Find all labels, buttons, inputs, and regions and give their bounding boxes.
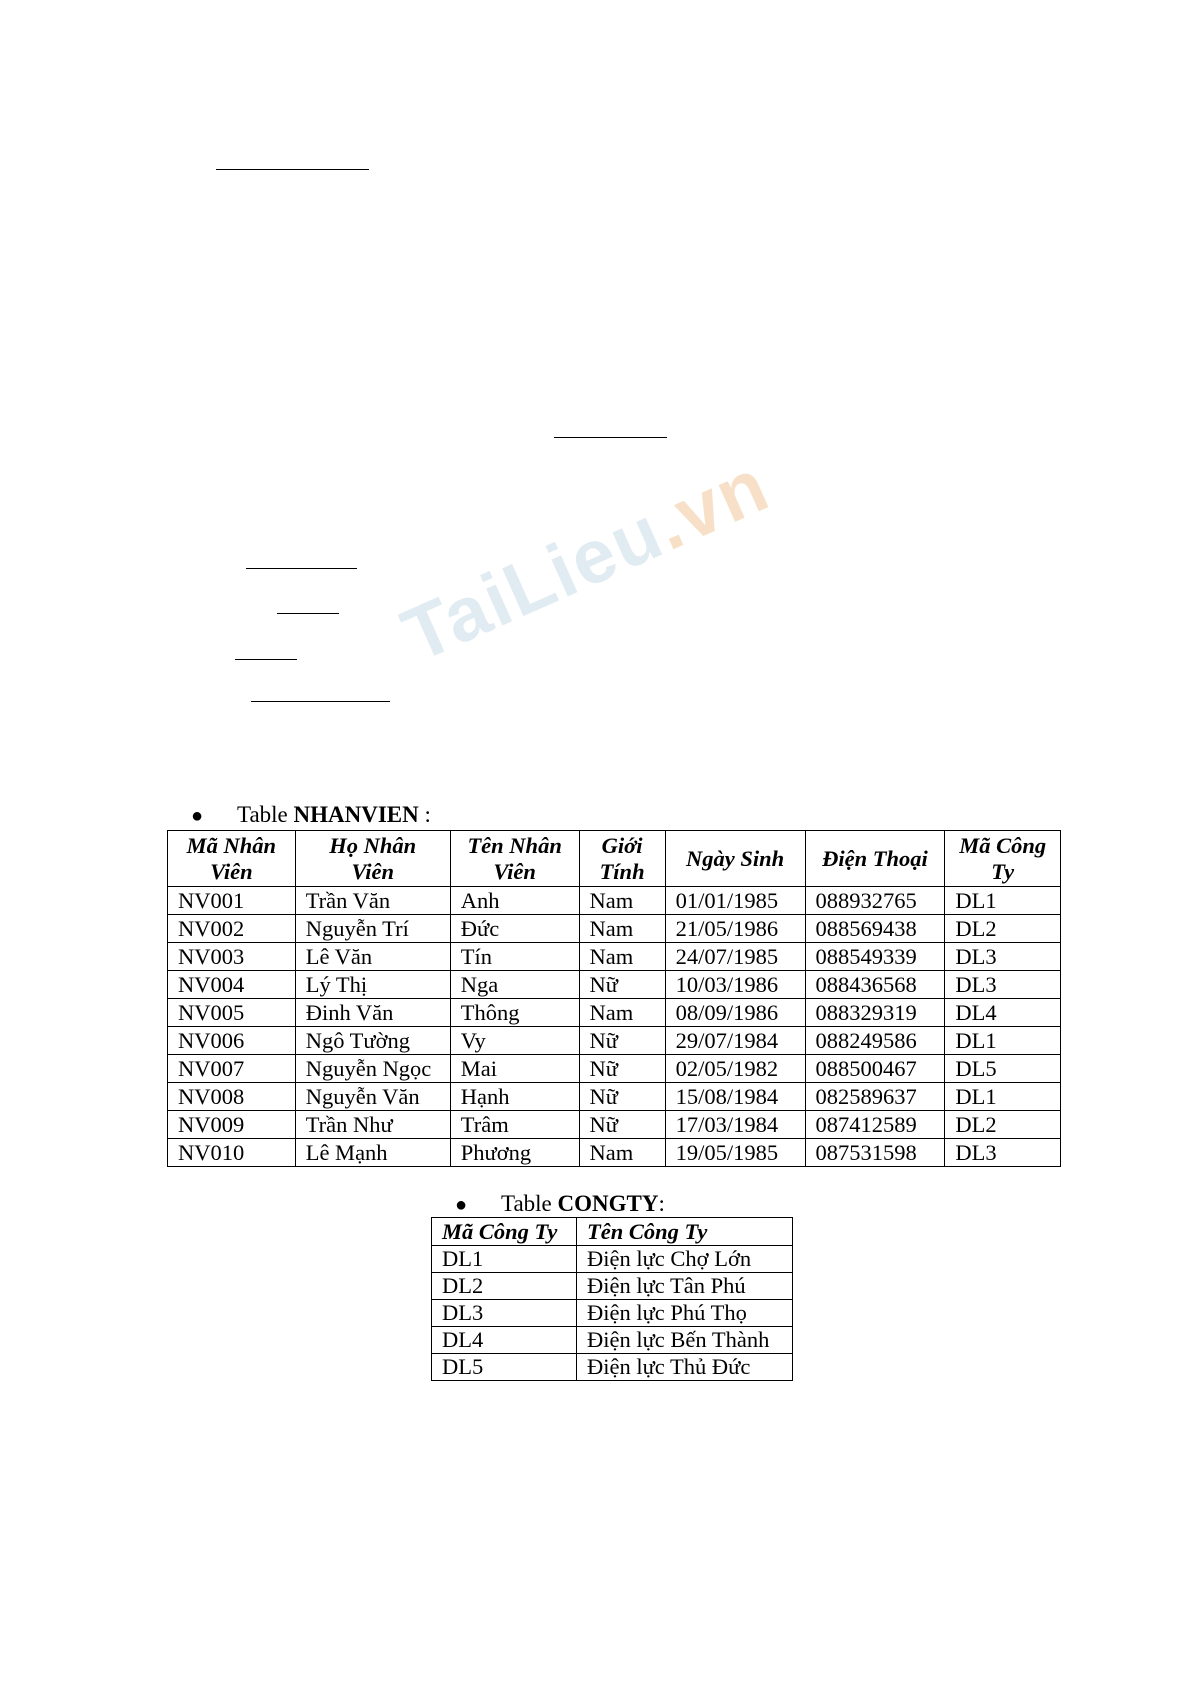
cell-ma-cong-ty: DL1 (432, 1246, 577, 1273)
header-ho-nhan-vien: Họ Nhân Viên (295, 831, 450, 887)
cell-ma-cong-ty: DL1 (945, 887, 1061, 915)
cell-ten-cong-ty: Điện lực Thủ Đức (577, 1354, 793, 1381)
cell-ma-nhan-vien: NV005 (168, 999, 296, 1027)
header-ten-nhan-vien: Tên Nhân Viên (450, 831, 579, 887)
cell-gioi-tinh: Nam (579, 943, 665, 971)
cell-ngay-sinh: 08/09/1986 (665, 999, 805, 1027)
cell-ma-cong-ty: DL5 (945, 1055, 1061, 1083)
cell-ngay-sinh: 24/07/1985 (665, 943, 805, 971)
cell-ten-nhan-vien: Tín (450, 943, 579, 971)
caption-prefix: Table (237, 802, 288, 827)
cell-ma-nhan-vien: NV003 (168, 943, 296, 971)
cell-gioi-tinh: Nữ (579, 1055, 665, 1083)
cell-ma-cong-ty: DL2 (945, 915, 1061, 943)
table-row (168, 971, 1061, 999)
cell-ma-nhan-vien: NV007 (168, 1055, 296, 1083)
cell-ngay-sinh: 17/03/1984 (665, 1111, 805, 1139)
cell-ngay-sinh: 01/01/1985 (665, 887, 805, 915)
table-row (432, 1246, 793, 1273)
cell-dien-thoai: 088436568 (805, 971, 945, 999)
cell-ma-cong-ty: DL4 (432, 1327, 577, 1354)
cell-ma-nhan-vien: NV009 (168, 1111, 296, 1139)
cell-ten-cong-ty: Điện lực Tân Phú (577, 1273, 793, 1300)
cell-ten-nhan-vien: Hạnh (450, 1083, 579, 1111)
table-row (168, 915, 1061, 943)
header-gioi-tinh: Giới Tính (579, 831, 665, 887)
caption-prefix: Table (501, 1191, 552, 1216)
cell-dien-thoai: 088569438 (805, 915, 945, 943)
caption-table-name: CONGTY (557, 1191, 659, 1216)
cell-ma-nhan-vien: NV008 (168, 1083, 296, 1111)
table-header-row (432, 1218, 793, 1246)
cell-ngay-sinh: 15/08/1984 (665, 1083, 805, 1111)
header-ten-cong-ty: Tên Công Ty (577, 1218, 793, 1246)
cell-ho-nhan-vien: Ngô Tường (295, 1027, 450, 1055)
cell-dien-thoai: 088549339 (805, 943, 945, 971)
congty-caption (455, 1192, 665, 1215)
cell-dien-thoai: 082589637 (805, 1083, 945, 1111)
underline-rule (235, 659, 297, 660)
table-row (432, 1327, 793, 1354)
bullet-icon: ● (191, 805, 204, 827)
cell-ho-nhan-vien: Nguyễn Văn (295, 1083, 450, 1111)
cell-ngay-sinh: 19/05/1985 (665, 1139, 805, 1167)
cell-gioi-tinh: Nam (579, 1139, 665, 1167)
cell-ten-nhan-vien: Phương (450, 1139, 579, 1167)
table-row (432, 1354, 793, 1381)
cell-gioi-tinh: Nữ (579, 1027, 665, 1055)
underline-rule (251, 701, 390, 702)
cell-ten-nhan-vien: Mai (450, 1055, 579, 1083)
bullet-icon: ● (455, 1194, 468, 1216)
table-row (432, 1273, 793, 1300)
cell-ho-nhan-vien: Nguyễn Ngọc (295, 1055, 450, 1083)
cell-ma-cong-ty: DL1 (945, 1027, 1061, 1055)
watermark-logo: TaiLieu.vn (390, 442, 782, 679)
table-row (168, 1083, 1061, 1111)
underline-rule (554, 437, 667, 438)
table-row (168, 887, 1061, 915)
cell-ma-cong-ty: DL1 (945, 1083, 1061, 1111)
header-ma-nhan-vien: Mã Nhân Viên (168, 831, 296, 887)
cell-dien-thoai: 088500467 (805, 1055, 945, 1083)
table-row (168, 943, 1061, 971)
underline-rule (277, 613, 339, 614)
cell-dien-thoai: 088329319 (805, 999, 945, 1027)
cell-ngay-sinh: 29/07/1984 (665, 1027, 805, 1055)
cell-ho-nhan-vien: Trần Văn (295, 887, 450, 915)
cell-ho-nhan-vien: Lê Văn (295, 943, 450, 971)
cell-ten-nhan-vien: Anh (450, 887, 579, 915)
table-header-row (168, 831, 1061, 887)
cell-gioi-tinh: Nam (579, 887, 665, 915)
cell-ho-nhan-vien: Nguyễn Trí (295, 915, 450, 943)
cell-ten-nhan-vien: Nga (450, 971, 579, 999)
header-ngay-sinh: Ngày Sinh (665, 831, 805, 887)
cell-dien-thoai: 087412589 (805, 1111, 945, 1139)
cell-ho-nhan-vien: Lý Thị (295, 971, 450, 999)
congty-table (431, 1217, 793, 1381)
table-row (168, 1055, 1061, 1083)
header-ma-cong-ty: Mã Công Ty (945, 831, 1061, 887)
table-row (168, 1027, 1061, 1055)
cell-ma-cong-ty: DL2 (945, 1111, 1061, 1139)
cell-ma-cong-ty: DL4 (945, 999, 1061, 1027)
cell-gioi-tinh: Nam (579, 915, 665, 943)
cell-ma-nhan-vien: NV006 (168, 1027, 296, 1055)
nhanvien-caption (191, 803, 431, 826)
nhanvien-table (167, 830, 1061, 1167)
cell-dien-thoai: 087531598 (805, 1139, 945, 1167)
cell-dien-thoai: 088249586 (805, 1027, 945, 1055)
table-row (168, 1111, 1061, 1139)
caption-table-name: NHANVIEN (293, 802, 419, 827)
underline-rule (216, 169, 369, 170)
table-row (168, 1139, 1061, 1167)
caption-suffix: : (418, 802, 431, 827)
cell-ho-nhan-vien: Trần Như (295, 1111, 450, 1139)
cell-gioi-tinh: Nam (579, 999, 665, 1027)
cell-ten-nhan-vien: Thông (450, 999, 579, 1027)
header-dien-thoai: Điện Thoại (805, 831, 945, 887)
cell-ma-cong-ty: DL5 (432, 1354, 577, 1381)
cell-gioi-tinh: Nữ (579, 1111, 665, 1139)
table-row (432, 1300, 793, 1327)
caption-suffix: : (658, 1191, 665, 1216)
cell-gioi-tinh: Nữ (579, 1083, 665, 1111)
cell-ma-nhan-vien: NV002 (168, 915, 296, 943)
cell-gioi-tinh: Nữ (579, 971, 665, 999)
cell-ma-cong-ty: DL3 (945, 943, 1061, 971)
cell-ma-nhan-vien: NV001 (168, 887, 296, 915)
cell-ma-cong-ty: DL2 (432, 1273, 577, 1300)
underline-rule (246, 568, 357, 569)
cell-ma-nhan-vien: NV010 (168, 1139, 296, 1167)
header-ma-cong-ty: Mã Công Ty (432, 1218, 577, 1246)
cell-ten-nhan-vien: Trâm (450, 1111, 579, 1139)
cell-ho-nhan-vien: Đinh Văn (295, 999, 450, 1027)
cell-ten-nhan-vien: Vy (450, 1027, 579, 1055)
cell-ma-cong-ty: DL3 (432, 1300, 577, 1327)
cell-dien-thoai: 088932765 (805, 887, 945, 915)
cell-ngay-sinh: 21/05/1986 (665, 915, 805, 943)
cell-ten-nhan-vien: Đức (450, 915, 579, 943)
cell-ngay-sinh: 10/03/1986 (665, 971, 805, 999)
cell-ma-cong-ty: DL3 (945, 1139, 1061, 1167)
cell-ten-cong-ty: Điện lực Phú Thọ (577, 1300, 793, 1327)
cell-ten-cong-ty: Điện lực Chợ Lớn (577, 1246, 793, 1273)
table-row (168, 999, 1061, 1027)
cell-ma-cong-ty: DL3 (945, 971, 1061, 999)
cell-ngay-sinh: 02/05/1982 (665, 1055, 805, 1083)
cell-ma-nhan-vien: NV004 (168, 971, 296, 999)
cell-ten-cong-ty: Điện lực Bến Thành (577, 1327, 793, 1354)
cell-ho-nhan-vien: Lê Mạnh (295, 1139, 450, 1167)
